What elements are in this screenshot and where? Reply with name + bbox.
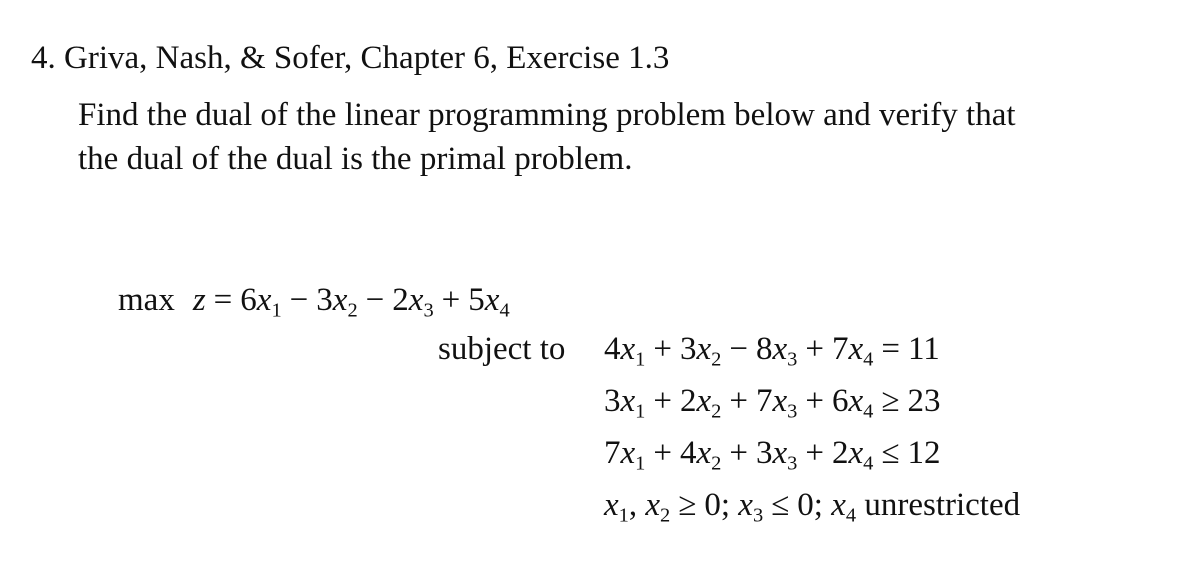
constraint-2: $3x_1 + 2x_2 + 7x_3 + 6x_4 \ge 23$ [604, 383, 941, 423]
exercise-heading: 4. Griva, Nash, & Sofer, Chapter 6, Exercise 1.3 [31, 40, 670, 76]
constraint-3: $7x_1 + 4x_2 + 3x_3 + 2x_4 \le 12$ [604, 435, 941, 475]
sign-restrictions: $x_1$, $x_2 \ge 0$; $x_3 \le 0$; $x_4$ unrestricted [604, 487, 1021, 527]
constraint-1: $4x_1 + 3x_2 - 8x_3 + 7x_4 = 11$ [604, 331, 940, 371]
instruction-line-2: the dual of the dual is the primal problem. [78, 141, 633, 177]
objective-keyword: max [118, 282, 175, 318]
objective-function: $\max z = 6x_1 - 3x_2 - 2x_3 + 5x_4$ [118, 282, 510, 322]
subject-to-label: subject to [438, 331, 566, 367]
unrestricted-word: unrestricted [864, 487, 1021, 523]
instruction-line-1: Find the dual of the linear programming problem below and verify that [78, 97, 1016, 133]
